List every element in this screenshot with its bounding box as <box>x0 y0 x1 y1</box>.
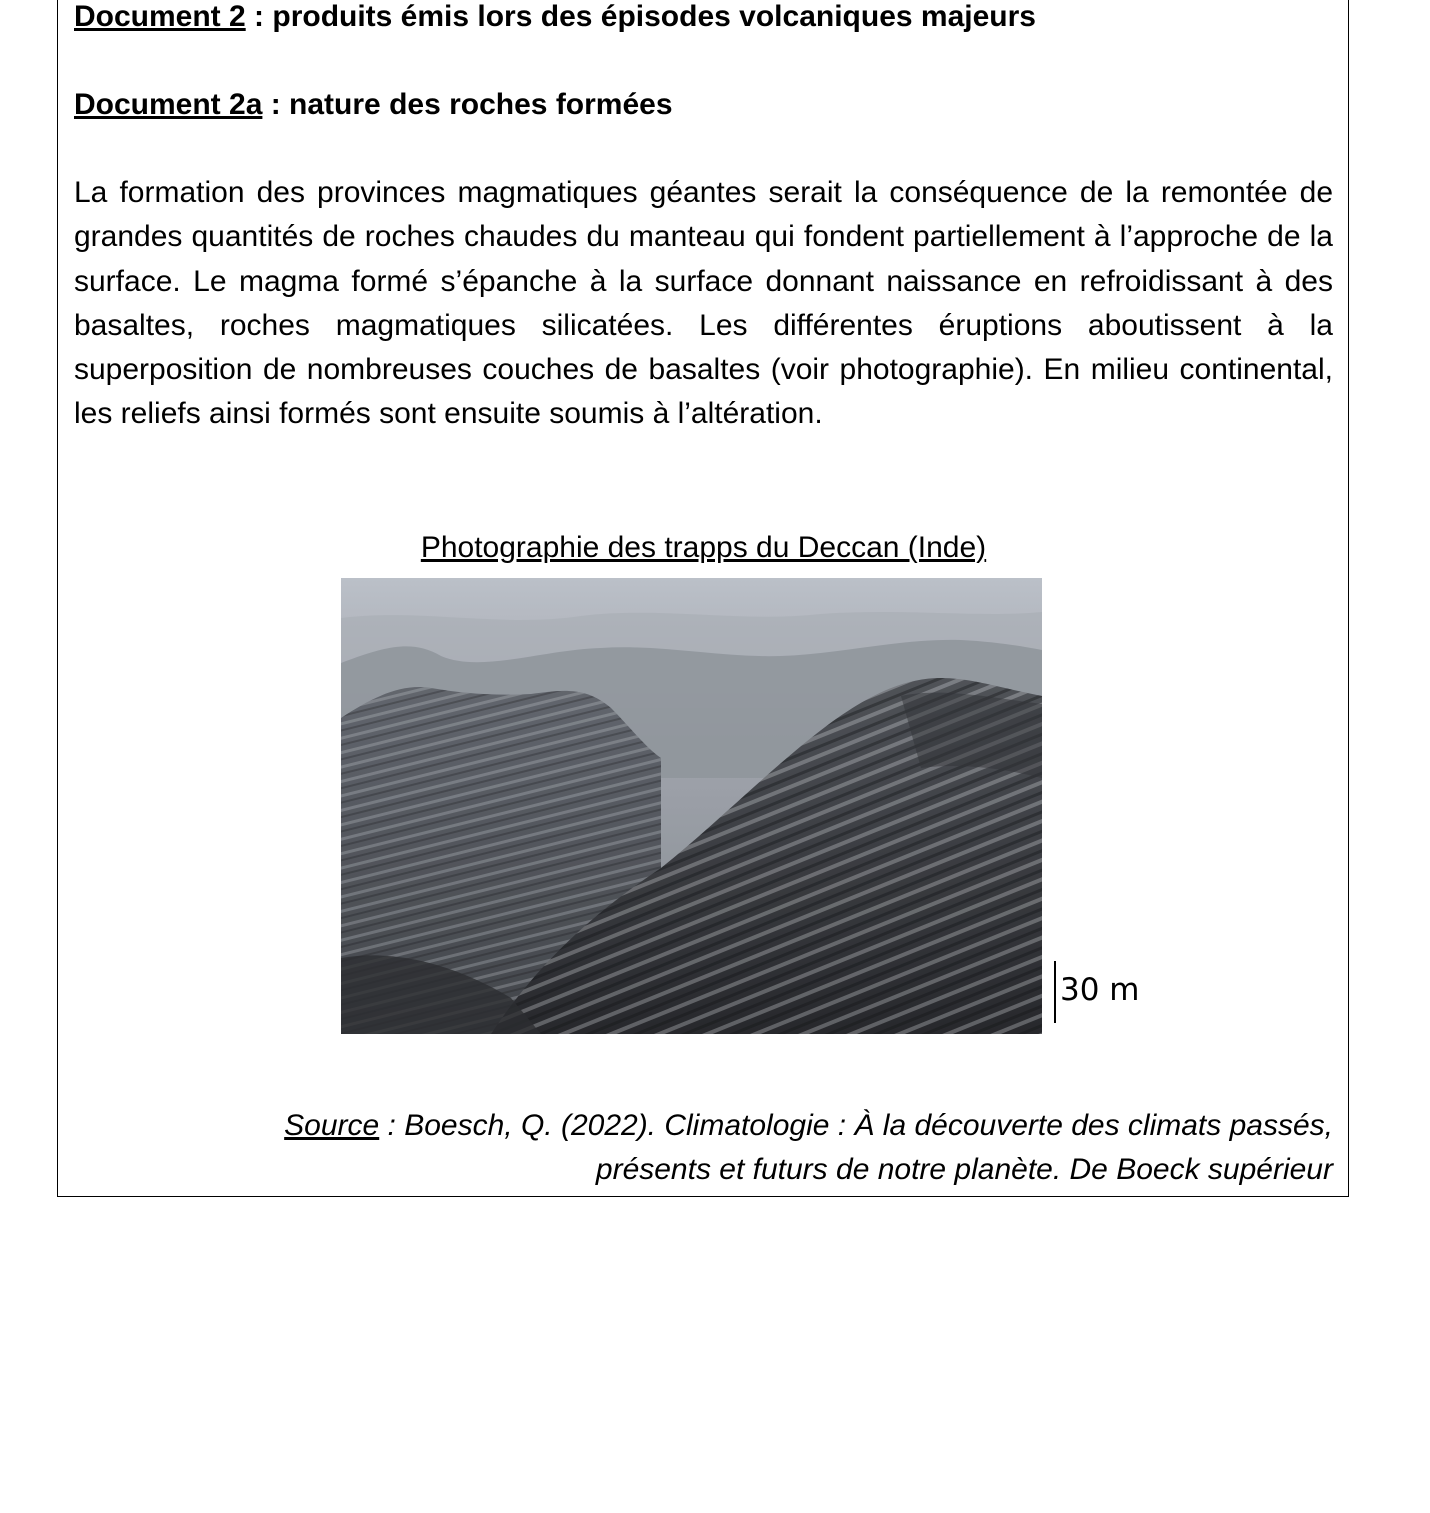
scale-bar <box>1054 961 1056 1023</box>
document-heading <box>74 0 1036 35</box>
document-subheading-text: : nature des roches formées <box>262 88 673 121</box>
document-subheading <box>74 87 673 123</box>
source-citation <box>74 1104 1333 1192</box>
source-line-1: : Boesch, Q. (2022). Climatologie : À la découverte des climats passés, <box>379 1109 1333 1142</box>
photo-caption: Photographie des trapps du Deccan (Inde) <box>420 531 987 564</box>
deccan-traps-photo <box>341 578 1042 1034</box>
document-heading-text: : produits émis lors des épisodes volcaniques majeurs <box>245 0 1036 33</box>
subdocument-reference: Document 2a <box>74 88 263 121</box>
source-line-2: présents et futurs de notre planète. De Boeck supérieur <box>595 1153 1333 1186</box>
scale-label: 30 m <box>1060 972 1140 1008</box>
body-paragraph: La formation des provinces magmatiques géantes serait la conséquence de la remontée de grandes quantités de roches chaudes du manteau qui fondent partiellement à l’approche de la surface. Le magma formé s’épanche à la surface donnant naissance en refroidissant à des basaltes, roches magmatiques silicatées. Les différentes éruptions aboutissent à la superposition de nombreuses couches de basaltes (voir photographie). En milieu continental, les reliefs ainsi formés sont ensuite soumis à l’altération. <box>74 176 1333 431</box>
source-label: Source <box>284 1109 380 1142</box>
document-reference: Document 2 <box>74 0 246 33</box>
